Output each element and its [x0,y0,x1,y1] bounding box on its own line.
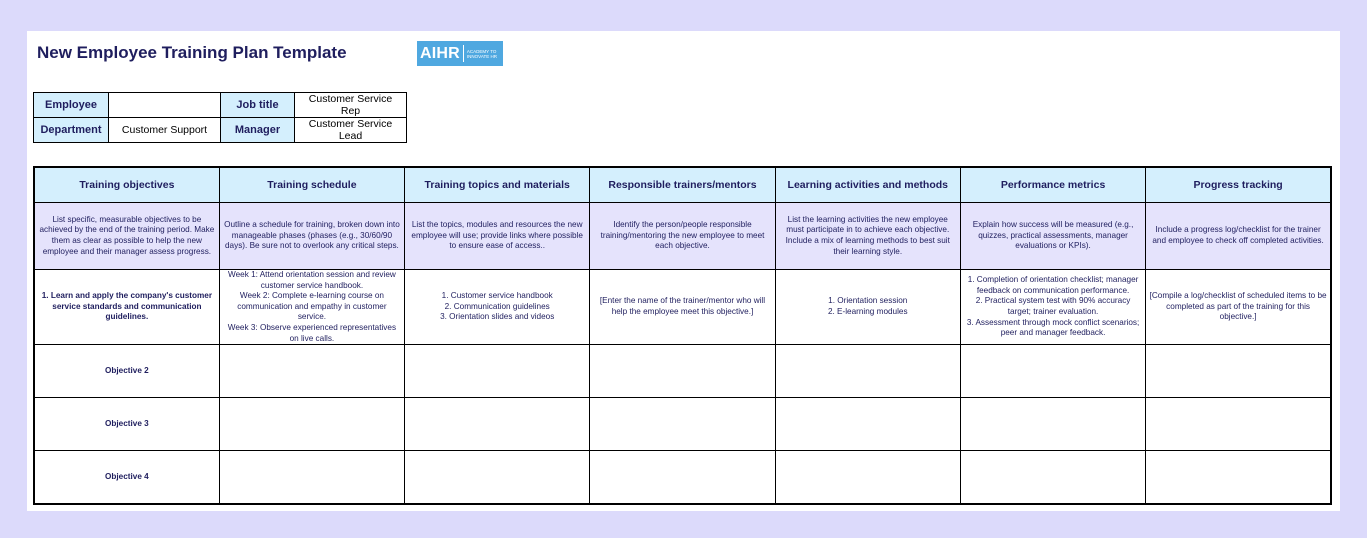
table-header-row [34,167,1331,203]
schedule-1-cell[interactable] [219,270,404,345]
schedule-line: Week 2: Complete e-learning course on communication and empathy in customer service. [237,291,387,322]
activity-line: 2. E-learning modules [827,307,908,317]
employee-value-cell[interactable] [109,93,221,118]
empty-cell[interactable] [775,451,960,505]
job-title-value-cell[interactable]: Customer Service Rep [295,93,407,118]
table-row [34,345,1331,398]
header-training-schedule: Training schedule [219,167,404,203]
objective-2-cell[interactable]: Objective 2 [34,345,219,398]
empty-cell[interactable] [405,345,590,398]
desc-performance-metrics: Explain how success will be measured (e.g., quizzes, practical assessments, manager evaluations or KPIs). [960,203,1145,270]
header-learning-activities: Learning activities and methods [775,167,960,203]
empty-cell[interactable] [775,345,960,398]
empty-cell[interactable] [590,398,775,451]
topic-line: 2. Communication guidelines [444,301,550,311]
empty-cell[interactable] [590,345,775,398]
desc-learning-activities: List the learning activities the new employee must participate in to achieve each objective. Include a mix of learning methods to best suit their learning style. [775,203,960,270]
metric-line: 3. Assessment through mock conflict scenarios; peer and manager feedback. [966,317,1140,338]
job-title-label: Job title [221,93,295,118]
table-row [34,451,1331,505]
topic-line: 1. Customer service handbook [441,291,553,301]
logo-subtext: ACADEMY TO INNOVATE HR [466,48,498,59]
empty-cell[interactable] [219,398,404,451]
metric-line: 1. Completion of orientation checklist; manager feedback on communication performance. [967,275,1139,295]
empty-cell[interactable] [590,451,775,505]
empty-cell[interactable] [960,398,1145,451]
schedule-line: Week 3: Observe experienced representatives on live calls. [227,322,397,343]
empty-cell[interactable] [219,345,404,398]
empty-cell[interactable] [405,451,590,505]
tracking-1-cell[interactable]: [Compile a log/checklist of scheduled items to be completed as part of the training for this objective.] [1146,270,1331,345]
department-value-cell[interactable]: Customer Support [109,118,221,143]
empty-cell[interactable] [1146,345,1331,398]
empty-cell[interactable] [1146,451,1331,505]
empty-cell[interactable] [1146,398,1331,451]
desc-training-schedule: Outline a schedule for training, broken down into manageable phases (phases (e.g., 30/60/90 days). Be sure not to overlook any critical steps. [219,203,404,270]
metric-line: 2. Practical system test with 90% accuracy target; trainer evaluation. [975,296,1131,317]
department-label: Department [34,118,109,143]
objective-1-cell[interactable]: 1. Learn and apply the company's customer service standards and communication guidelines. [34,270,219,345]
empty-cell[interactable] [960,451,1145,505]
trainers-1-cell[interactable]: [Enter the name of the trainer/mentor who will help the employee meet this objective.] [590,270,775,345]
empty-cell[interactable] [960,345,1145,398]
activities-1-cell[interactable] [775,270,960,345]
topic-line: 3. Orientation slides and videos [440,312,555,322]
template-sheet [27,31,1340,511]
manager-label: Manager [221,118,295,143]
desc-responsible-trainers: Identify the person/people responsible training/mentoring the new employee to meet each objective. [590,203,775,270]
table-row [34,270,1331,345]
header-training-topics: Training topics and materials [405,167,590,203]
empty-cell[interactable] [775,398,960,451]
header-responsible-trainers: Responsible trainers/mentors [590,167,775,203]
schedule-line: Week 1: Attend orientation session and review customer service handbook. [228,270,396,290]
header-performance-metrics: Performance metrics [960,167,1145,203]
employee-label: Employee [34,93,109,118]
desc-progress-tracking: Include a progress log/checklist for the trainer and employee to check off completed activities. [1146,203,1331,270]
header-progress-tracking: Progress tracking [1146,167,1331,203]
page-title: New Employee Training Plan Template [37,43,347,62]
training-plan-table [33,166,1332,505]
table-row [34,398,1331,451]
desc-training-objectives: List specific, measurable objectives to be achieved by the end of the training period. Make them as clear as possible to help the new employee and their manager assess progress. [34,203,219,270]
topics-1-cell[interactable] [405,270,590,345]
empty-cell[interactable] [405,398,590,451]
manager-value-cell[interactable]: Customer Service Lead [295,118,407,143]
aihr-logo [417,41,503,66]
activity-line: 1. Orientation session [828,296,908,306]
objective-4-cell[interactable]: Objective 4 [34,451,219,505]
empty-cell[interactable] [219,451,404,505]
logo-divider [463,45,464,62]
description-row [34,203,1331,270]
metrics-1-cell[interactable] [960,270,1145,345]
logo-text: AIHR [420,44,460,62]
header-training-objectives: Training objectives [34,167,219,203]
desc-training-topics: List the topics, modules and resources the new employee will use; provide links where possible to ensure ease of access.. [405,203,590,270]
objective-3-cell[interactable]: Objective 3 [34,398,219,451]
employee-info-table [33,92,407,143]
